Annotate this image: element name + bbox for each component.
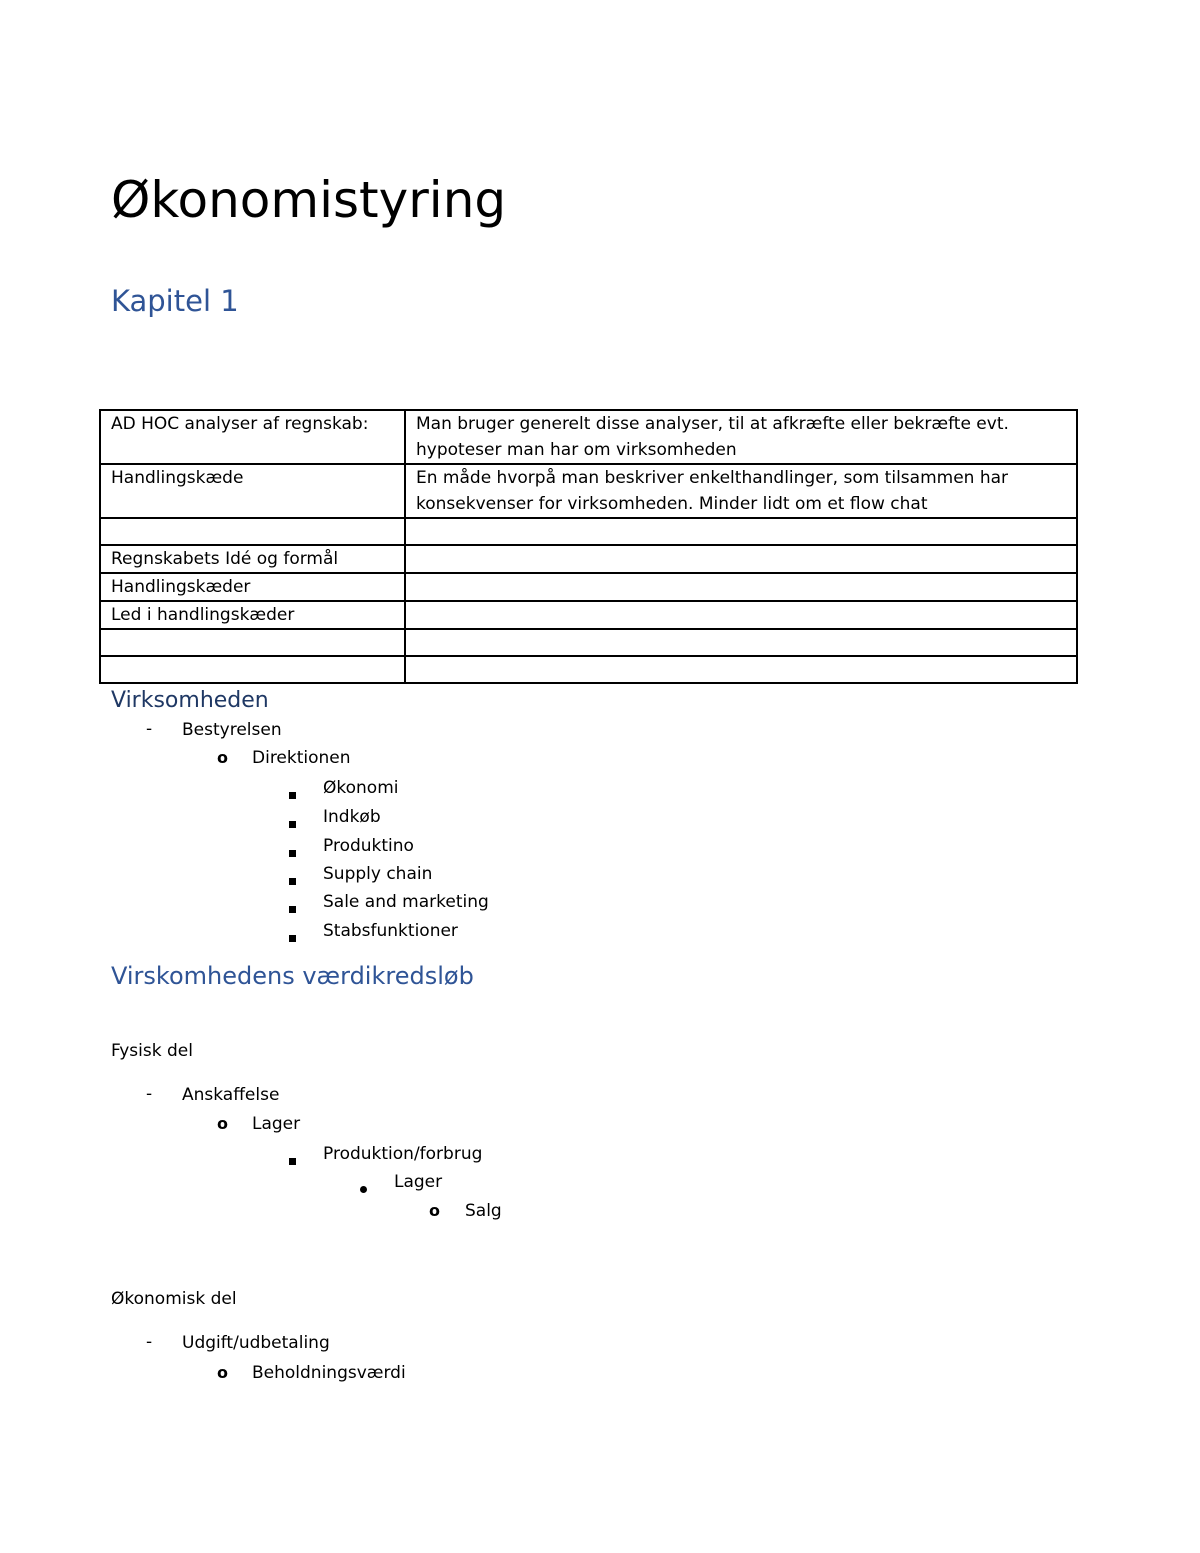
table-row [100,545,1077,573]
paragraph-label: Økonomisk del [111,1289,237,1309]
table-cell-desc [405,629,1077,656]
table-row [100,464,1077,518]
table-cell-term: Handlingskæder [100,573,405,601]
square-bullet-icon [289,927,296,946]
list-item: Produktino [323,836,414,856]
table-cell-desc: Man bruger generelt disse analyser, til at afkræfte eller bekræfte evt. hypoteser man har om virksomheden [405,410,1077,464]
chapter-heading: Kapitel 1 [111,284,239,318]
table-cell-term: Led i handlingskæder [100,601,405,629]
table-cell-desc: En måde hvorpå man beskriver enkelthandlinger, som tilsammen har konsekvenser for virksomheden. Minder lidt om et flow chat [405,464,1077,518]
section-heading-vaerdikredsloeb: Virskomhedens værdikredsløb [111,962,474,990]
list-item: Produktion/forbrug [323,1144,483,1164]
square-bullet-icon [289,784,296,803]
list-item: Sale and marketing [323,892,489,912]
circle-bullet-icon: o [429,1201,440,1220]
list-item: Anskaffelse [182,1085,280,1105]
table-row [100,629,1077,656]
list-item: Udgift/udbetaling [182,1333,330,1353]
square-bullet-icon [289,898,296,917]
circle-bullet-icon: o [217,1363,228,1382]
table-cell-desc [405,656,1077,683]
definitions-table [99,409,1078,684]
table-row [100,601,1077,629]
list-item: Lager [394,1172,443,1192]
list-item: Salg [465,1201,502,1221]
dash-bullet-icon: - [146,1084,153,1104]
table-cell-term [100,629,405,656]
list-item: Supply chain [323,864,433,884]
square-bullet-icon [289,870,296,889]
table-cell-term: Regnskabets Idé og formål [100,545,405,573]
circle-bullet-icon: o [217,1114,228,1133]
table-row [100,518,1077,545]
table-cell-term: Handlingskæde [100,464,405,518]
table-cell-desc [405,573,1077,601]
table-cell-desc [405,545,1077,573]
table-cell-term [100,518,405,545]
square-bullet-icon [289,813,296,832]
square-bullet-icon [289,1150,296,1169]
list-item: Direktionen [252,748,351,768]
dash-bullet-icon: - [146,1332,153,1352]
list-item: Økonomi [323,778,399,798]
table-row [100,410,1077,464]
list-item: Beholdningsværdi [252,1363,406,1383]
table-cell-term: AD HOC analyser af regnskab: [100,410,405,464]
square-bullet-icon [289,842,296,861]
circle-bullet-icon: o [217,748,228,767]
list-item: Stabsfunktioner [323,921,458,941]
table-cell-desc [405,518,1077,545]
list-item: Lager [252,1114,301,1134]
table-row [100,573,1077,601]
table-cell-desc [405,601,1077,629]
table-row [100,656,1077,683]
paragraph-label: Fysisk del [111,1041,193,1061]
list-item: Bestyrelsen [182,720,282,740]
document-title: Økonomistyring [111,171,507,229]
list-item: Indkøb [323,807,381,827]
dash-bullet-icon: - [146,719,153,739]
round-bullet-icon [360,1178,367,1197]
table-cell-term [100,656,405,683]
section-heading-virksomheden: Virksomheden [111,688,269,713]
